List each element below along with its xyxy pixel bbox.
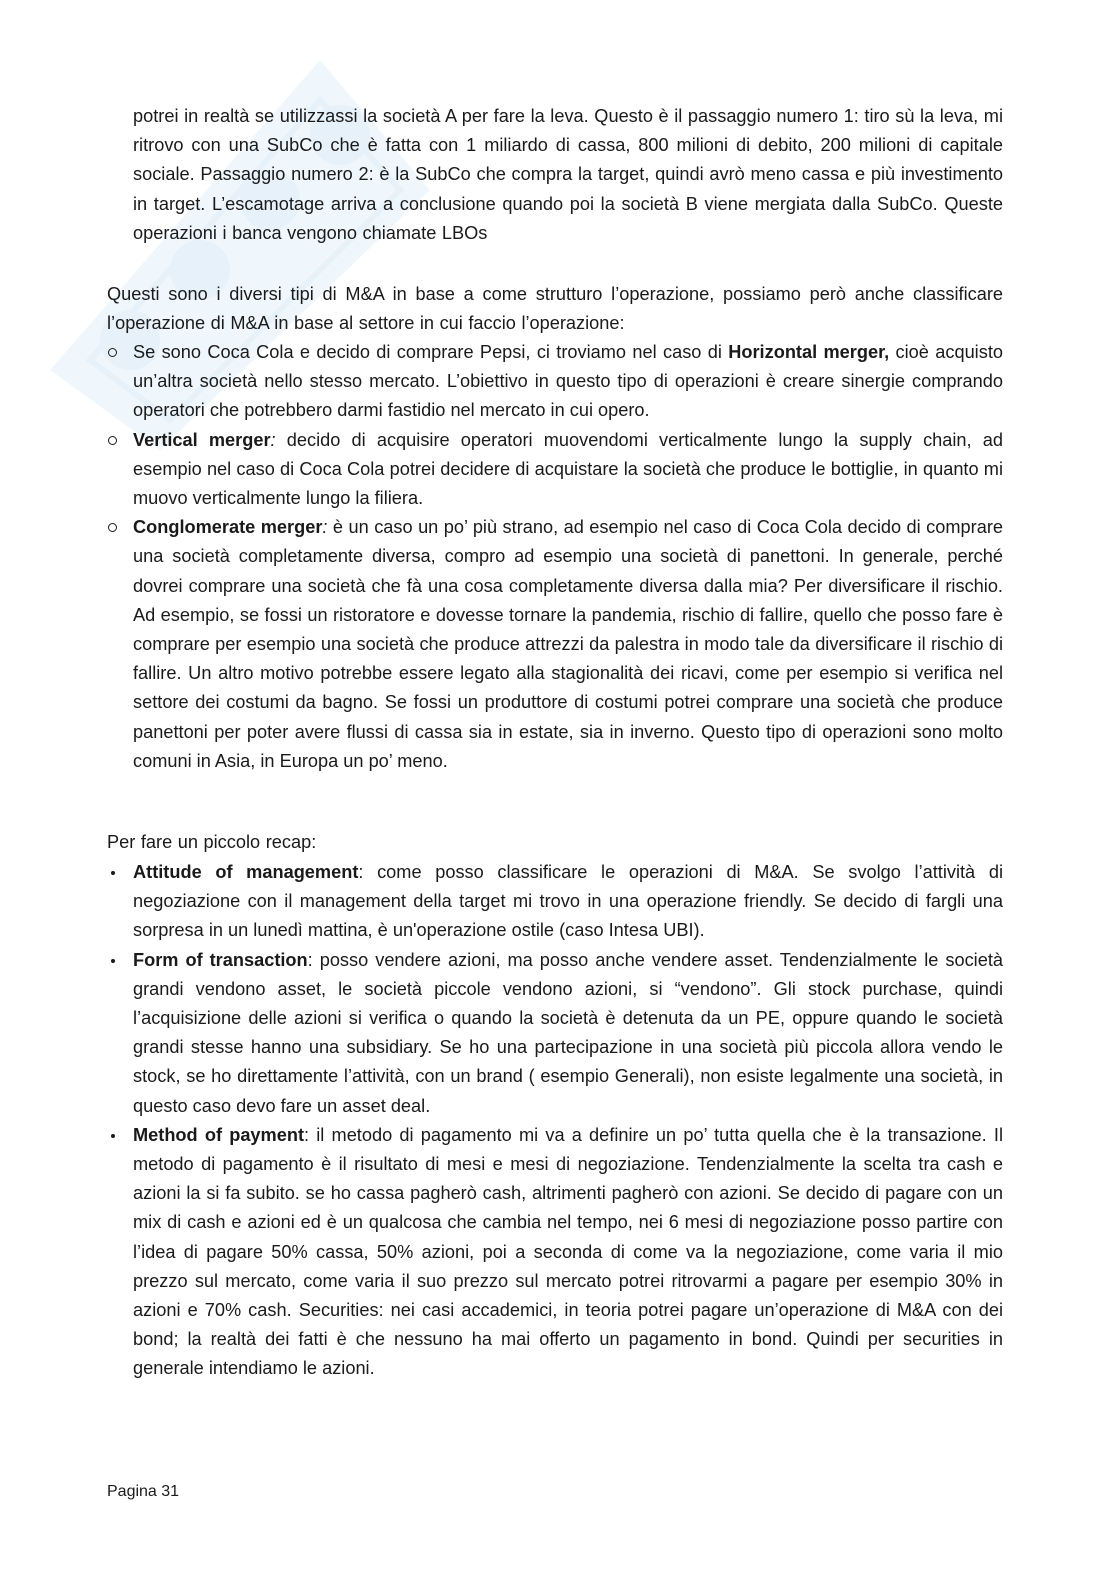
dot-bullet-icon [111,959,115,963]
item-term: Method of payment [133,1124,305,1145]
item-text-post: : il metodo di pagamento mi va a definire un po’ tutta quella che è la transazione. Il metodo di pagamento è il risultato di mesi e mesi di negoziazione. Tendenzialmente la scelta tra cash e azioni la si fa subito. se ho cassa pagherò cash, altrimenti pagherò con azioni. Se decido di pagare con un mix di cash e azioni ed è un qualcosa che cambia nel tempo, nei 6 mesi di negoziazione posso partire con l’idea di pagare 50% cassa, 50% azioni, poi a seconda di come va la negoziazione, come varia il mio prezzo sul mercato, come varia il suo prezzo sul mercato potrei ritrovarmi a pagare per esempio 30% in azioni e 70% cash. Securities: nei casi accademici, in teoria potrei pagare un’operazione di M&A con dei bond; la realtà dei fatti è che nessuno ha mai offerto un pagamento in bond. Quindi per securities in generale intendiamo le azioni. [133,1124,1004,1379]
dot-bullet-icon [111,871,115,875]
item-text-post: : posso vendere azioni, ma posso anche vendere asset. Tendenzialmente le società grandi vendono asset, le società piccole vendono azioni, si “vendono”. Gli stock purchase, quindi l’acquisizione delle azioni si verifica o quando la società è detenuta da un PE, oppure quando le società grandi stesse hanno una subsidiary. Se ho una partecipazione in una società più piccola allora vendo le stock, se ho direttamente l’attività, con un brand ( esempio Generali), non esiste legalmente una società, in questo caso devo fare un asset deal. [133,949,1003,1116]
item-term: Vertical merger [133,429,271,450]
list-item-method-of-payment [107,1121,1003,1384]
recap-list [107,858,1003,1384]
page-number: Pagina 31 [107,1483,180,1500]
item-text-post: è un caso un po’ più strano, ad esempio nel caso di Coca Cola decido di comprare una società completamente diversa, compro ad esempio una società di panettoni. In generale, perché dovrei comprare una società che fà una cosa completamente diversa dalla mia? Per diversificare il rischio. Ad esempio, se fossi un ristoratore e dovesse tornare la pandemia, rischio di fallire, quello che posso fare è comprare per esempio una società che produce attrezzi da palestra in modo tale da diversificare il rischio di fallire. Un altro motivo potrebbe essere legato alla stagionalità dei ricavi, come per esempio si verifica nel settore dei costumi da bagno. Se fossi un produttore di costumi potrei comprare una società che produce panettoni per poter avere flussi di cassa sia in estate, sia in inverno. Questo tipo di operazioni sono molto comuni in Asia, in Europa un po’ meno. [133,517,1003,771]
item-separator: : [322,517,328,538]
recap-heading: Per fare un piccolo recap: [107,832,317,852]
item-text-post: : come posso classificare le operazioni di M&A. Se svolgo l’attività di negoziazione con il management della target mi trovo in una operazione friendly. Se decido di fargli una sorpresa in un lunedì mattina, è un'operazione ostile (caso Intesa UBI). [133,862,1003,941]
circle-bullet-icon [108,523,117,532]
list-item-vertical-merger [107,426,1003,514]
item-separator: : [270,429,276,450]
intro-paragraph: potrei in realtà se utilizzassi la società A per fare la leva. Questo è il passaggio numero 1: tiro sù la leva, mi ritrovo con una SubCo che è fatta con 1 miliardo di cassa, 800 milioni di debito, 200 milioni di capitale sociale. Passaggio numero 2: è la SubCo che compra la target, quindi avrò meno cassa e più investimento in target. L’escamotage arriva a conclusione quando poi la società B viene mergiata dalla SubCo. Queste operazioni i banca vengono chiamate LBOs [133,106,1003,243]
circle-bullet-icon [108,348,117,357]
list-item-conglomerate-merger [107,513,1003,776]
list-item-form-of-transaction [107,946,1003,1121]
item-term: Attitude of management [133,862,359,882]
item-text-post: decido di acquisire operatori muovendomi verticalmente lungo la supply chain, ad esempio nel caso di Coca Cola potrei decidere di acquistare la società che produce le bottiglie, in quanto mi muovo verticalmente lungo la filiera. [133,429,1003,509]
item-term: Horizontal merger, [728,342,890,362]
dot-bullet-icon [111,1134,115,1138]
merger-types-intro: Questi sono i diversi tipi di M&A in base a come strutturo l’operazione, possiamo però anche classificare l’operazione di M&A in base al settore in cui faccio l’operazione: [107,284,1003,334]
circle-bullet-icon [108,436,117,445]
item-term: Conglomerate merger [133,517,323,538]
list-item-attitude-of-management [107,858,1003,946]
item-text-pre: Se sono Coca Cola e decido di comprare Pepsi, ci troviamo nel caso di [133,342,729,362]
item-text-post: cioè acquisto un’altra società nello stesso mercato. L’obiettivo in questo tipo di operazioni è creare sinergie comprando operatori che potrebbero darmi fastidio nel mercato in cui opero. [133,342,1003,421]
merger-types-list [107,338,1003,776]
item-term: Form of transaction [133,949,308,970]
list-item-horizontal-merger [107,338,1003,426]
